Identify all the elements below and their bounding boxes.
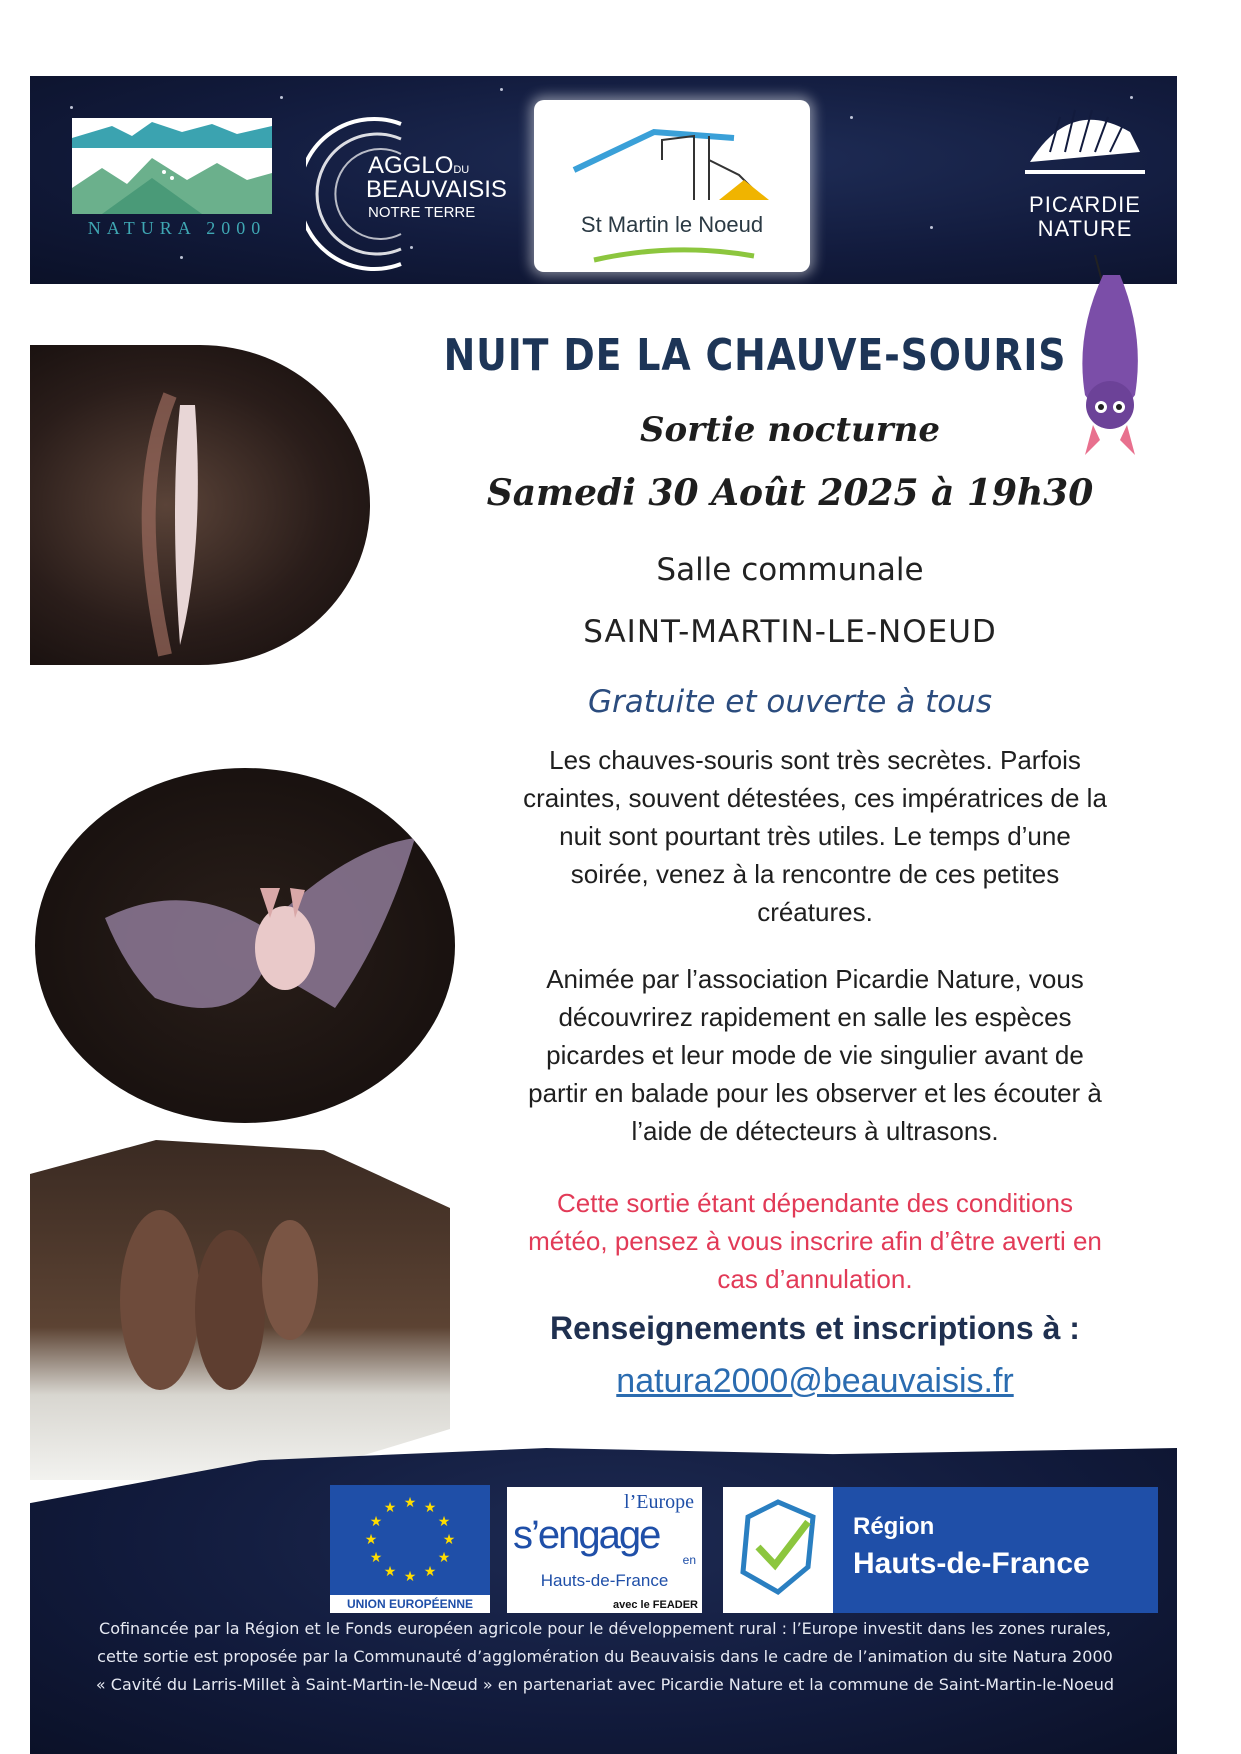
feader-text: avec le FEADER <box>613 1599 698 1611</box>
picardie-text: PICARDIE <box>1029 192 1141 217</box>
europe-sengage-logo <box>507 1487 702 1613</box>
bat-photo-3 <box>30 1140 450 1480</box>
contact-label: Renseignements et inscriptions à : <box>550 1310 1080 1346</box>
paragraph-line: picardes et leur mode de vie singulier avant de <box>546 1040 1084 1070</box>
description-paragraph-2 <box>470 960 1160 1150</box>
paragraph-line: Les chauves-souris sont très secrètes. Parfois <box>549 745 1081 775</box>
region-name-text: Hauts-de-France <box>853 1547 1090 1580</box>
bat-photo-1 <box>30 345 370 665</box>
svg-text:★: ★ <box>423 1500 437 1516</box>
svg-text:★: ★ <box>442 1532 456 1548</box>
eu-flag-logo <box>330 1485 490 1613</box>
venue-town: SAINT-MARTIN-LE-NOEUD <box>583 614 997 650</box>
svg-text:★: ★ <box>403 1569 417 1585</box>
weather-warning <box>470 1184 1160 1298</box>
venue-name: Salle communale <box>656 552 924 588</box>
footer-line: cette sortie est proposée par la Communauté d’agglomération du Beauvaisis dans le cadre de l’animation du site Natura 2000 <box>97 1647 1113 1666</box>
svg-text:★: ★ <box>369 1550 383 1566</box>
svg-text:★: ★ <box>437 1514 451 1530</box>
en-text: en <box>682 1553 696 1567</box>
svg-text:★: ★ <box>369 1514 383 1530</box>
st-martin-logo <box>534 100 810 272</box>
beauvaisis-text: BEAUVAISIS <box>366 176 507 203</box>
warning-line: Cette sortie étant dépendante des conditions <box>556 1188 1074 1218</box>
warning-line: météo, pensez à vous inscrire afin d’être averti en <box>528 1226 1102 1256</box>
sengage-text: s’engage <box>513 1513 660 1557</box>
paragraph-line: l’aide de détecteurs à ultrasons. <box>631 1116 999 1146</box>
svg-text:★: ★ <box>383 1564 397 1580</box>
contact-email-link[interactable]: natura2000@beauvaisis.fr <box>616 1362 1014 1400</box>
region-text: Région <box>853 1513 935 1540</box>
nature-text: NATURE <box>1037 216 1133 241</box>
description-paragraph-1 <box>470 741 1160 931</box>
natura2000-logo <box>72 118 272 250</box>
paragraph-line: soirée, venez à la rencontre de ces petites <box>570 859 1060 889</box>
paragraph-line: nuit sont pourtant très utiles. Le temps d’une <box>559 821 1071 851</box>
event-subtitle: Sortie nocturne <box>639 410 941 450</box>
paragraph-line: Animée par l’association Picardie Nature, vous <box>546 964 1084 994</box>
svg-text:★: ★ <box>364 1532 378 1548</box>
footer-credits <box>40 1615 1170 1699</box>
natura2000-text: NATURA 2000 <box>87 218 267 238</box>
warning-line: cas d’annulation. <box>717 1264 913 1294</box>
event-date: Samedi 30 Août 2025 à 19h30 <box>486 472 1094 514</box>
paragraph-line: découvrirez rapidement en salle les espèces <box>558 1002 1072 1032</box>
event-title: NUIT DE LA CHAUVE-SOURIS <box>443 330 1067 381</box>
agglo-text: AGGLO <box>368 152 454 179</box>
eu-label: UNION EUROPÉENNE <box>330 1595 490 1613</box>
agglo-du-text: DU <box>453 164 470 176</box>
europe-text: l’Europe <box>624 1491 694 1513</box>
footer-line: « Cavité du Larris-Millet à Saint-Martin-le-Nœud » en partenariat avec Picardie Nature et la commune de Saint-Martin-le-Noeud <box>95 1675 1115 1694</box>
svg-text:★: ★ <box>403 1495 417 1511</box>
bat-photo-2 <box>35 768 455 1123</box>
paragraph-line: craintes, souvent détestées, ces impératrices de la <box>523 783 1107 813</box>
free-entry-text: Gratuite et ouverte à tous <box>588 684 992 720</box>
hauts-de-france-text: Hauts-de-France <box>540 1571 669 1590</box>
footer-line: Cofinancée par la Région et le Fonds européen agricole pour le développement rural : l’Europe investit dans les zones rurales, <box>99 1619 1111 1638</box>
paragraph-line: créatures. <box>757 897 873 927</box>
svg-text:★: ★ <box>383 1500 397 1516</box>
paragraph-line: partir en balade pour les observer et les écouter à <box>528 1078 1102 1108</box>
region-hauts-de-france-logo <box>723 1487 1158 1613</box>
agglo-beauvaisis-logo <box>306 104 536 274</box>
svg-text:★: ★ <box>423 1564 437 1580</box>
picardie-nature-logo <box>1010 92 1160 247</box>
st-martin-text: St Martin le Noeud <box>580 212 764 237</box>
notre-terre-text: NOTRE TERRE <box>368 204 476 221</box>
svg-text:★: ★ <box>437 1550 451 1566</box>
